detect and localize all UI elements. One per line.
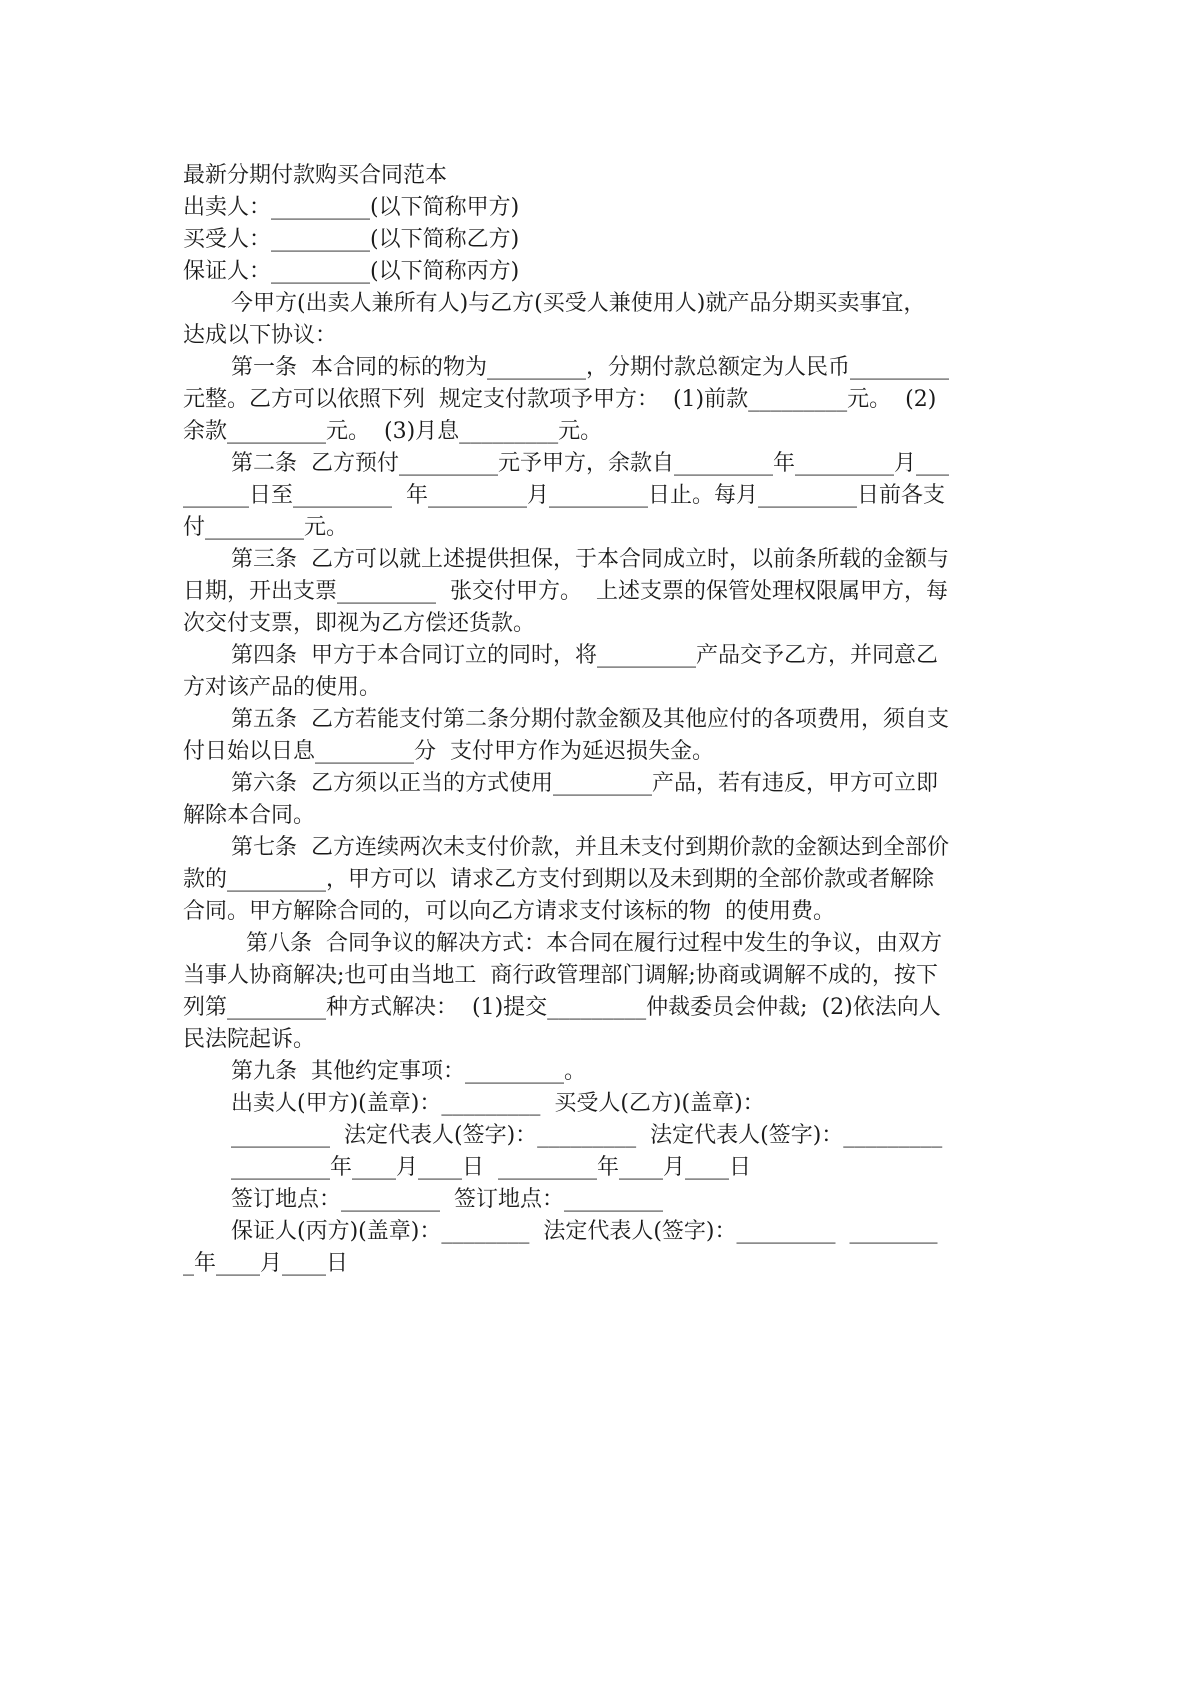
document-line: 当事人协商解决;也可由当地工 商行政管理部门调解;协商或调解不成的，按下 xyxy=(183,963,938,988)
document-line: 第九条 其他约定事项：_________。 xyxy=(231,1059,586,1084)
document-line: ______日至_________ 年_________月_________日止。每月_________日前各支 xyxy=(183,483,945,508)
document-line: 余款_________元。 (3)月息_________元。 xyxy=(183,419,603,444)
document-line: 第一条 本合同的标的物为_________，分期付款总额定为人民币_________ xyxy=(231,355,949,380)
document-line: _________ 法定代表人(签字)：_________ 法定代表人(签字)：_________ xyxy=(231,1123,943,1148)
document-line: 方对该产品的使用。 xyxy=(183,675,382,700)
document-line: 今甲方(出卖人兼所有人)与乙方(买受人兼使用人)就产品分期买卖事宜， xyxy=(231,291,926,316)
document-line: 元整。乙方可以依照下列 规定支付款项予甲方： (1)前款_________元。 (2) xyxy=(183,387,937,412)
document-line: 第三条 乙方可以就上述提供担保，于本合同成立时，以前条所载的金额与 xyxy=(231,547,949,572)
document-body xyxy=(183,192,1023,1280)
document-line: 第五条 乙方若能支付第二条分期付款金额及其他应付的各项费用，须自支 xyxy=(231,707,949,732)
contract-document xyxy=(183,160,1023,1280)
document-line: 第七条 乙方连续两次未支付价款，并且未支付到期价款的金额达到全部价 xyxy=(231,835,949,860)
document-line: 签订地点：_________ 签订地点：_________ xyxy=(231,1187,663,1212)
document-line: 次交付支票，即视为乙方偿还货款。 xyxy=(183,611,536,636)
document-line: 合同。甲方解除合同的，可以向乙方请求支付该标的物 的使用费。 xyxy=(183,899,835,924)
document-line: 保证人(丙方)(盖章)：________ 法定代表人(签字)：_________ ________ xyxy=(231,1219,938,1244)
document-line: 第四条 甲方于本合同订立的同时，将_________产品交予乙方，并同意乙 xyxy=(231,643,938,668)
document-line: 列第_________种方式解决： (1)提交_________仲裁委员会仲裁; (2)依法向人 xyxy=(183,995,941,1020)
document-line: 付_________元。 xyxy=(183,515,349,540)
document-line: 付日始以日息_________分 支付甲方作为延迟损失金。 xyxy=(183,739,714,764)
document-line: 款的_________，甲方可以 请求乙方支付到期以及未到期的全部价款或者解除 xyxy=(183,867,934,892)
document-line: 解除本合同。 xyxy=(183,803,316,828)
document-line: 第八条 合同争议的解决方式：本合同在履行过程中发生的争议，由双方 xyxy=(246,931,942,956)
document-line: 日期，开出支票_________ 张交付甲方。 上述支票的保管处理权限属甲方，每 xyxy=(183,579,948,604)
document-line: 保证人：_________(以下简称丙方) xyxy=(183,259,520,284)
document-line: 出卖人(甲方)(盖章)：_________ 买受人(乙方)(盖章)： xyxy=(231,1091,765,1116)
document-line: 第六条 乙方须以正当的方式使用_________产品，若有违反，甲方可立即 xyxy=(231,771,938,796)
document-line: 民法院起诉。 xyxy=(183,1027,316,1052)
document-line: 买受人：_________(以下简称乙方) xyxy=(183,227,520,252)
document-line: 达成以下协议： xyxy=(183,323,338,348)
document-line: _年____月____日 xyxy=(183,1251,349,1276)
document-title: 最新分期付款购买合同范本 xyxy=(183,163,448,188)
document-line: 第二条 乙方预付_________元予甲方，余款自_________年_________月___ xyxy=(231,451,949,476)
document-line: _________年____月____日 _________年____月____日 xyxy=(231,1155,751,1180)
document-line: 出卖人：_________(以下简称甲方) xyxy=(183,195,520,220)
